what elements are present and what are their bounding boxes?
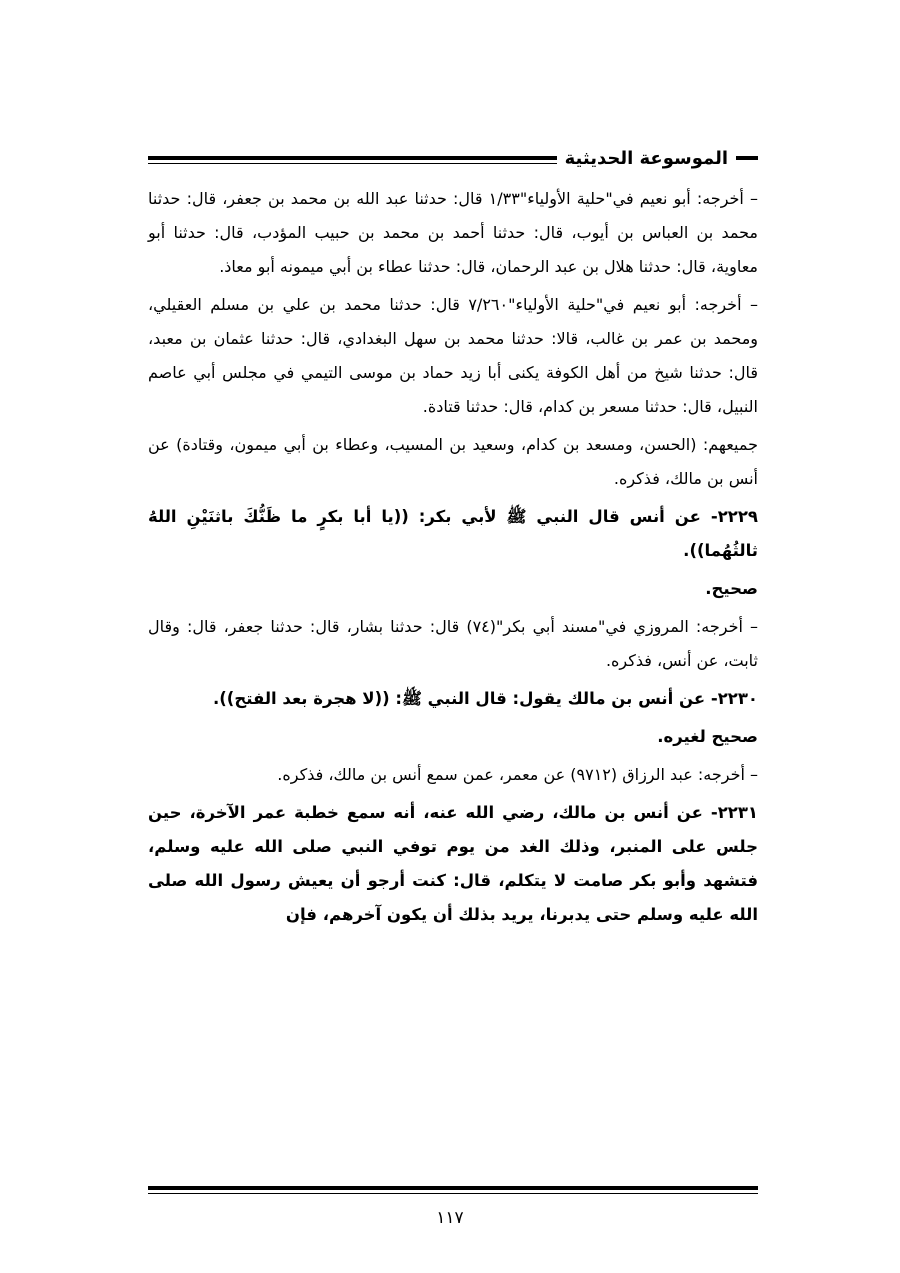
header-rule-left: [148, 156, 557, 160]
footer-rule: [148, 1186, 758, 1194]
paragraph: جميعهم: (الحسن، ومسعد بن كدام، وسعيد بن المسيب، وعطاء بن أبي ميمون، وقتادة) عن أنس بن مالك، فذكره.: [148, 435, 758, 488]
header-rule-right: [736, 156, 758, 160]
paragraph: ٢٢٣٠- عن أنس بن مالك يقول: قال النبي ﷺ: ((لا هجرة بعد الفتح)).: [212, 689, 758, 708]
page-body: [148, 140, 758, 936]
paragraph: صحيح.: [705, 579, 758, 598]
running-header: [148, 140, 758, 176]
paragraph: – أخرجه: أبو نعيم في"حلية الأولياء"١/٣٣ قال: حدثنا عبد الله بن محمد بن جعفر، قال: حدثنا محمد بن العباس بن أيوب، قال: حدثنا أحمد بن محمد بن حبيب المؤدب، قال: حدثنا أبو معاوية، قال: حدثنا هلال بن عبد الرحمان، قال: حدثنا عطاء بن أبي ميمونه أبو معاذ.: [148, 189, 758, 276]
page-number: ١١٧: [436, 1208, 464, 1228]
text-body: [148, 182, 758, 932]
paragraph: ٢٢٣١- عن أنس بن مالك، رضي الله عنه، أنه سمع خطبة عمر الآخرة، حين جلس على المنبر، وذلك الغد من يوم توفي النبي صلى الله عليه وسلم، فتشهد وأبو بكر صامت لا يتكلم، قال: كنت أرجو أن يعيش رسول الله صلى الله عليه وسلم حتى يدبرنا، يريد بذلك أن يكون آخرهم، فإن: [148, 803, 758, 924]
paragraph: ٢٢٢٩- عن أنس قال النبي ﷺ لأبي بكر: ((يا أبا بكرٍ ما ظَنُّكَ باثنَيْنِ اللهُ ثالثُهُما)).: [148, 507, 758, 560]
header-title: الموسوعة الحديثية: [564, 147, 728, 169]
paragraph: صحيح لغيره.: [657, 727, 758, 746]
paragraph: – أخرجه: عبد الرزاق (٩٧١٢) عن معمر، عمن سمع أنس بن مالك، فذكره.: [277, 765, 758, 784]
paragraph: – أخرجه: أبو نعيم في"حلية الأولياء"٧/٢٦٠ قال: حدثنا محمد بن علي بن مسلم العقيلي، ومحمد بن عمر بن غالب، قالا: حدثنا محمد بن سهل البغدادي، قال: حدثنا عثمان بن معبد، قال: حدثنا شيخ من أهل الكوفة يكنى أبا زيد حماد بن موسى التيمي في مجلس أبي عاصم النبيل، قال: حدثنا مسعر بن كدام، قال: حدثنا قتادة.: [148, 295, 758, 416]
paragraph: – أخرجه: المروزي في"مسند أبي بكر"(٧٤) قال: حدثنا بشار، قال: حدثنا جعفر، قال: وقال ثابت، عن أنس، فذكره.: [148, 617, 759, 670]
